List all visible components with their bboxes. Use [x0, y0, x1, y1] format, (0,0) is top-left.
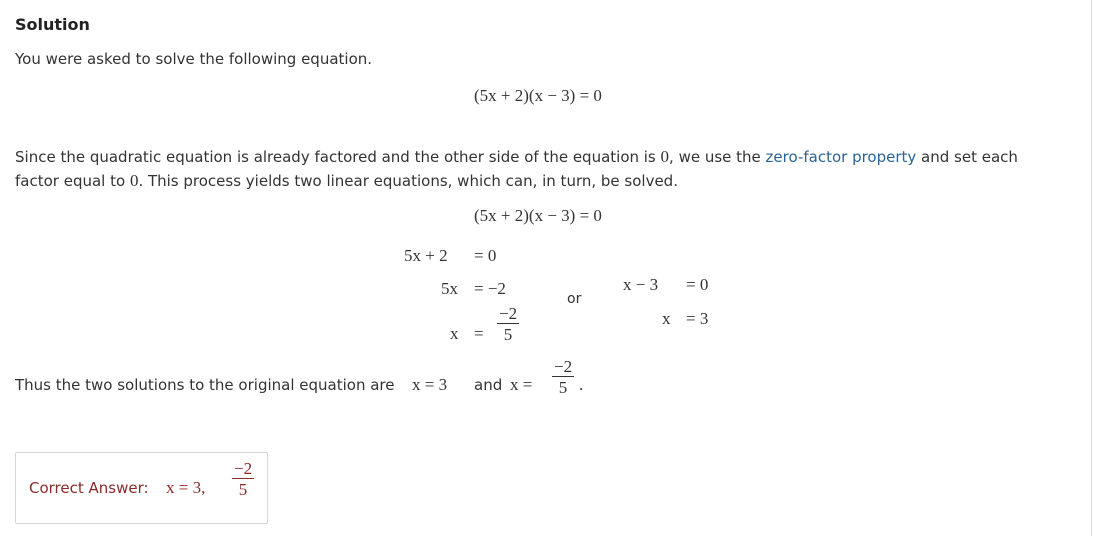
panel-border	[1091, 0, 1092, 536]
explanation-text: , we use the	[669, 148, 766, 166]
step-right-1-lhs: x − 3	[623, 275, 659, 294]
zero-value: 0	[660, 147, 670, 166]
zero-value: 0	[129, 171, 139, 190]
equation-repeat: (5x + 2)(x − 3) = 0	[474, 206, 602, 225]
step-right-1-rhs: = 0	[686, 275, 709, 294]
explanation-text: and set each	[916, 148, 1018, 166]
correct-answer-label: Correct Answer:	[29, 479, 149, 497]
intro-text: You were asked to solve the following equation.	[15, 50, 373, 68]
solution-2-fraction	[552, 358, 574, 396]
explanation-line-1	[15, 147, 1018, 167]
step-left-1-lhs: 5x + 2	[404, 246, 448, 265]
solution-2-lhs: x =	[510, 375, 533, 394]
step-right-2-lhs: x	[662, 309, 671, 328]
step-left-1-rhs: = 0	[474, 246, 497, 265]
correct-answer-fraction	[232, 460, 254, 498]
conclusion-text: Thus the two solutions to the original equation are	[15, 376, 395, 394]
explanation-line-2	[15, 171, 678, 191]
step-left-2-rhs: = −2	[474, 279, 506, 298]
fraction-numerator: −2	[554, 357, 573, 376]
step-left-2-lhs: 5x	[441, 279, 458, 298]
fraction-numerator: −2	[499, 304, 518, 323]
step-left-3-eq: =	[474, 324, 484, 343]
original-equation: (5x + 2)(x − 3) = 0	[474, 86, 602, 105]
fraction-denominator: 5	[238, 480, 248, 499]
fraction-denominator: 5	[558, 378, 568, 397]
correct-answer-box	[15, 452, 268, 524]
conclusion-and: and	[474, 376, 503, 394]
conclusion-period: .	[579, 375, 584, 394]
fraction-numerator: −2	[234, 459, 253, 478]
step-left-3-lhs: x	[450, 324, 459, 343]
step-left-3-fraction	[497, 305, 519, 343]
zero-factor-property-link[interactable]: zero-factor property	[765, 148, 917, 166]
explanation-text: factor equal to	[15, 172, 130, 190]
solution-heading: Solution	[15, 15, 90, 34]
step-right-2-rhs: = 3	[686, 309, 709, 328]
fraction-denominator: 5	[503, 325, 513, 344]
or-label: or	[567, 291, 582, 307]
correct-answer-math: x = 3,	[166, 478, 206, 497]
solution-1: x = 3	[412, 375, 448, 394]
explanation-text: Since the quadratic equation is already factored and the other side of the equation is	[15, 148, 661, 166]
explanation-text: . This process yields two linear equations, which can, in turn, be solved.	[138, 172, 678, 190]
